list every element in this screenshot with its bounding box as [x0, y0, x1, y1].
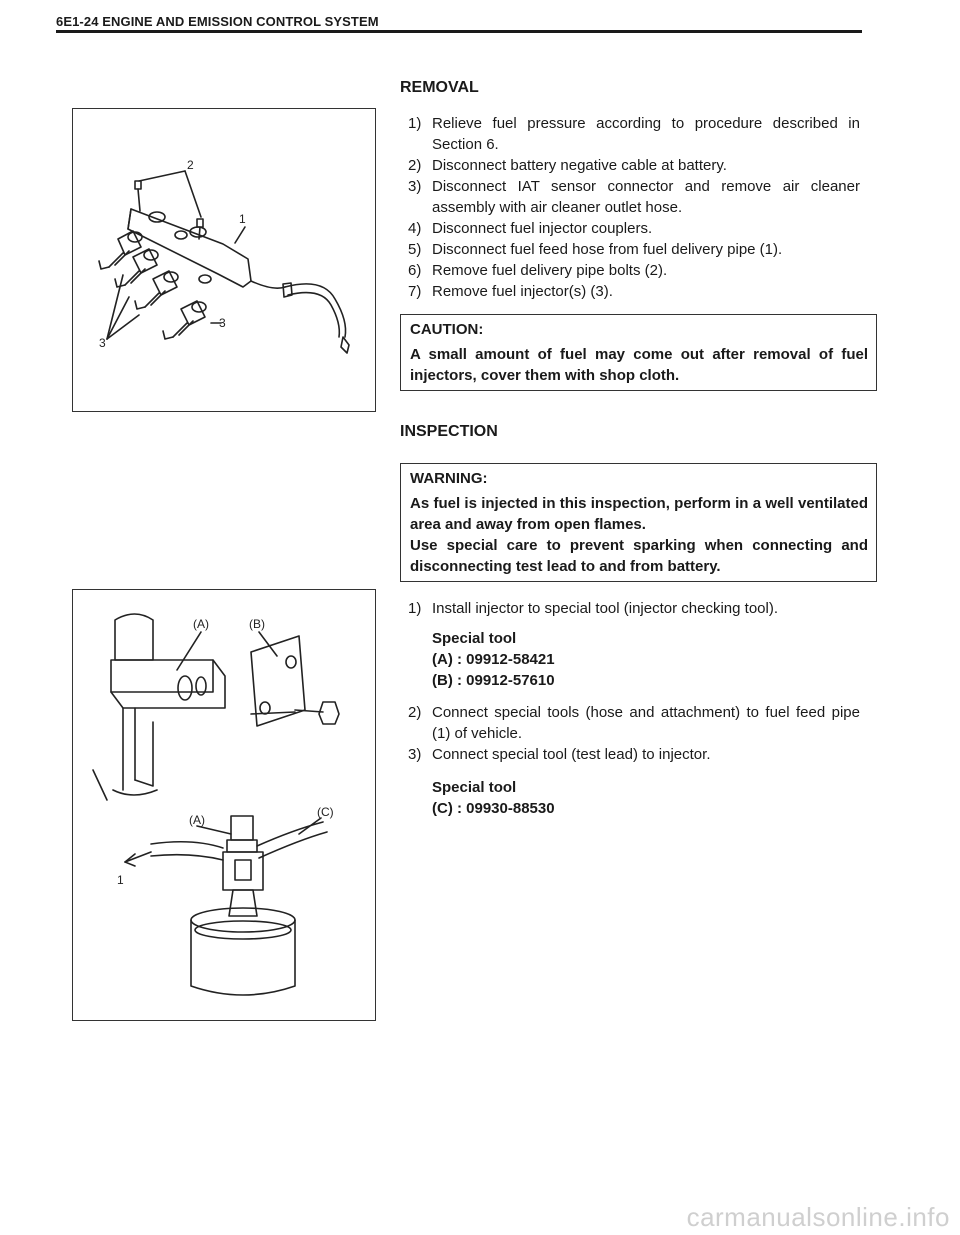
special-tool-block-1: [432, 628, 860, 691]
removal-step: 2) Disconnect battery negative cable at battery.: [408, 157, 727, 174]
removal-figure: [72, 108, 376, 412]
removal-step: 7) Remove fuel injector(s) (3).: [408, 283, 613, 300]
injector-checking-tool-illustration: [73, 590, 375, 1020]
removal-step: 6) Remove fuel delivery pipe bolts (2).: [408, 262, 668, 279]
warning-title: WARNING:: [410, 470, 488, 487]
removal-step: 5) Disconnect fuel feed hose from fuel delivery pipe (1).: [408, 241, 783, 258]
label-a-top: (A): [193, 617, 209, 631]
caution-box: [400, 314, 877, 391]
warning-line: Use special care to prevent sparking when connecting and disconnecting test lead to and from battery.: [410, 537, 868, 575]
special-tool-label: Special tool: [432, 630, 517, 647]
callout-1-arrow: 1: [117, 873, 124, 887]
removal-steps: [408, 113, 860, 302]
callout-2: 2: [187, 158, 194, 172]
special-tool-block-2: [432, 777, 860, 819]
removal-step: 1) Relieve fuel pressure according to procedure described in Section 6.: [408, 115, 860, 153]
header-rule: [56, 30, 862, 33]
inspection-heading: INSPECTION: [400, 423, 498, 440]
callout-3-right: 3: [219, 316, 226, 330]
caution-title: CAUTION:: [410, 321, 484, 338]
removal-step: 4) Disconnect fuel injector couplers.: [408, 220, 653, 237]
callout-1: 1: [239, 212, 246, 226]
inspection-step: 3) Connect special tool (test lead) to injector.: [408, 746, 711, 763]
label-a-bottom: (A): [189, 813, 205, 827]
label-b-top: (B): [249, 617, 265, 631]
page-header: 6E1-24 ENGINE AND EMISSION CONTROL SYSTEM: [56, 14, 379, 29]
warning-line: As fuel is injected in this inspection, perform in a well ventilated area and away from open flames.: [410, 495, 868, 533]
removal-step: 3) Disconnect IAT sensor connector and remove air cleaner assembly with air cleaner outlet hose.: [408, 178, 860, 216]
label-c-bottom: (C): [317, 805, 334, 819]
special-tool-c: (C) : 09930-88530: [432, 800, 555, 817]
inspection-figure: [72, 589, 376, 1021]
special-tool-label: Special tool: [432, 779, 517, 796]
inspection-step: 1) Install injector to special tool (injector checking tool).: [408, 600, 778, 617]
special-tool-b: (B) : 09912-57610: [432, 672, 555, 689]
watermark: carmanualsonline.info: [686, 1202, 950, 1232]
inspection-steps-2-3: [408, 702, 860, 765]
fuel-delivery-pipe-illustration: [73, 109, 375, 411]
caution-body: A small amount of fuel may come out after removal of fuel injectors, cover them with shop cloth.: [410, 346, 868, 384]
removal-heading: REMOVAL: [400, 79, 479, 96]
inspection-step-1: [408, 598, 860, 619]
special-tool-a: (A) : 09912-58421: [432, 651, 555, 668]
warning-box: [400, 463, 877, 582]
callout-3-left: 3: [99, 336, 106, 350]
inspection-step: 2) Connect special tools (hose and attachment) to fuel feed pipe (1) of vehicle.: [408, 704, 860, 742]
